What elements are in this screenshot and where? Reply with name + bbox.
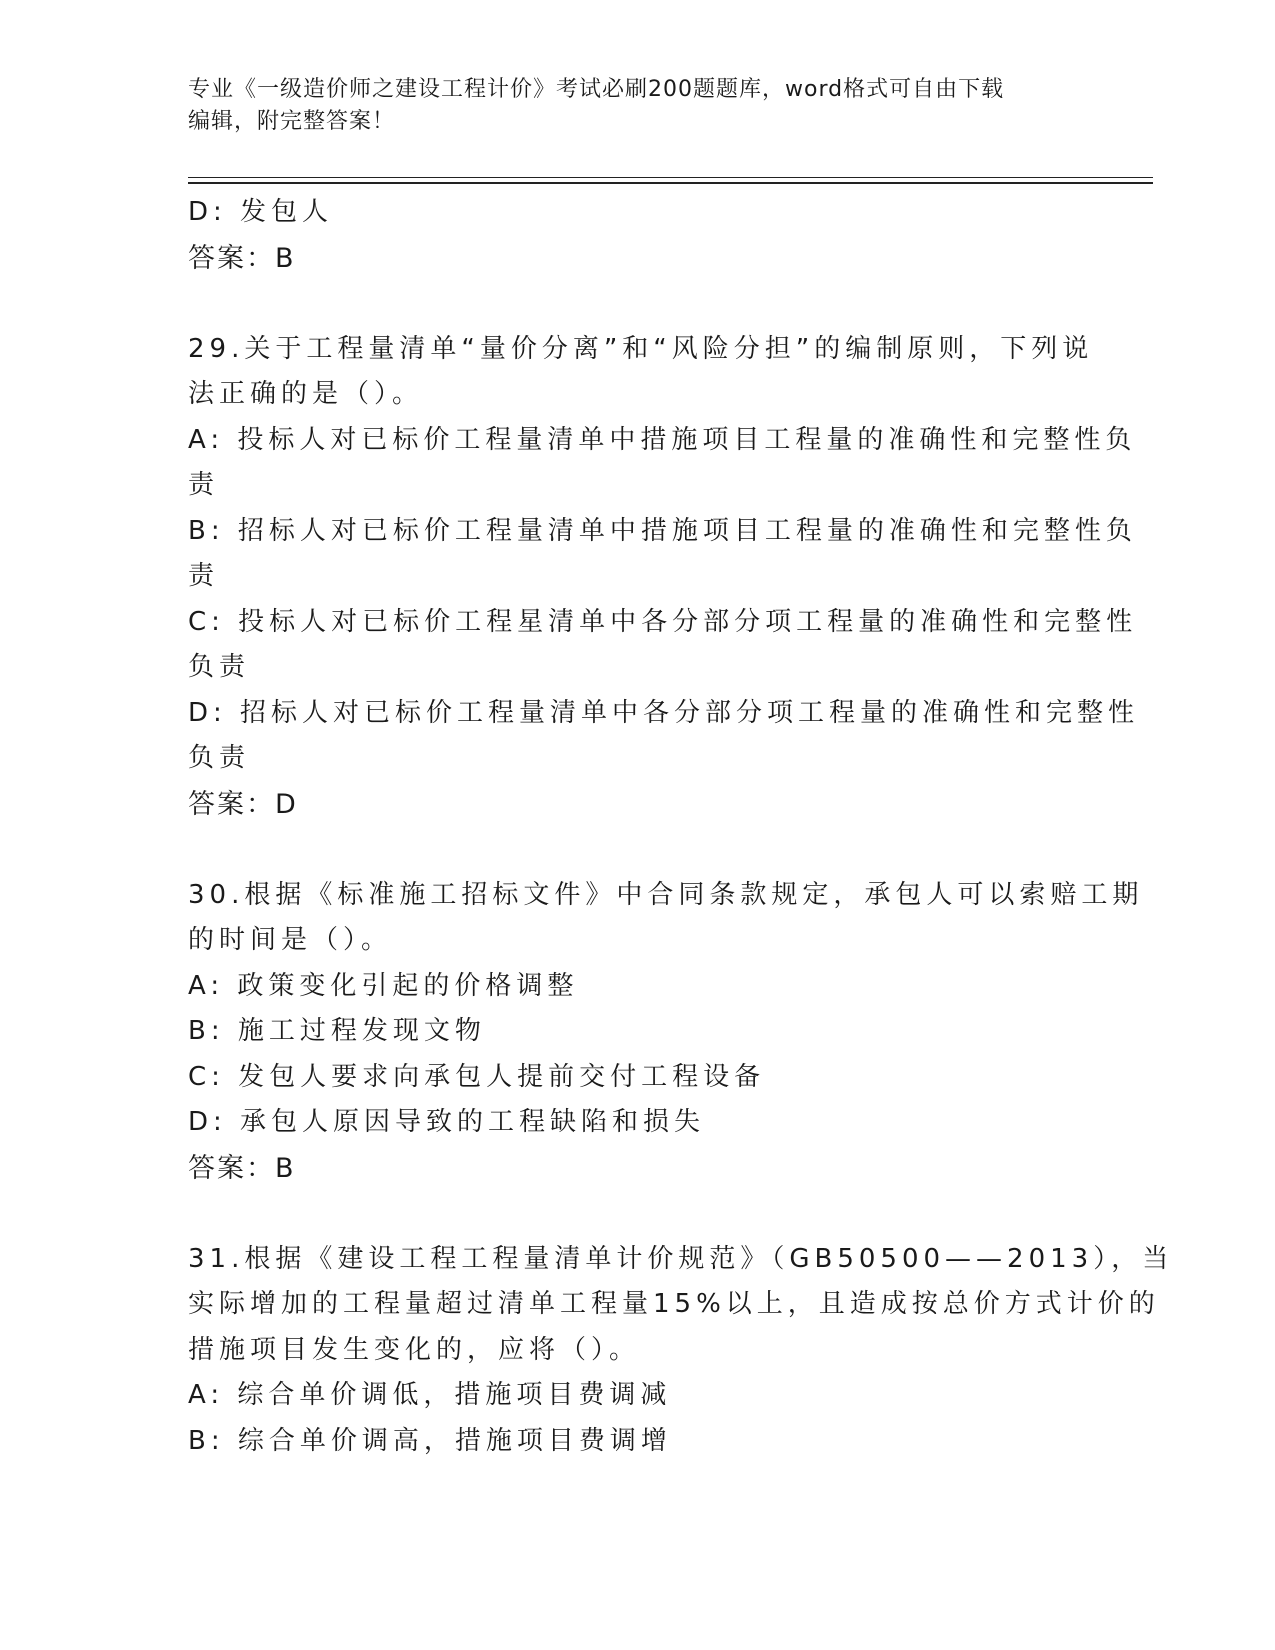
question-content xyxy=(188,190,1174,1464)
q29-option-c-line-1: C: 投标人对已标价工程星清单中各分部分项工程量的准确性和完整性 xyxy=(188,606,1138,637)
header-line-2: 编辑，附完整答案！ xyxy=(188,109,396,134)
q29-option-a-line-2: 责 xyxy=(188,470,220,500)
q29-option-d-line-2: 负责 xyxy=(188,743,251,773)
q30-stem-line-2: 的时间是（）。 xyxy=(188,925,393,955)
q31-option-b: B: 综合单价调高，措施项目费调增 xyxy=(188,1425,672,1456)
header-rule-thin xyxy=(188,177,1153,178)
q30-option-c: C: 发包人要求向承包人提前交付工程设备 xyxy=(188,1061,766,1092)
q30-option-b: B: 施工过程发现文物 xyxy=(188,1016,486,1046)
q29-stem-line-2: 法正确的是（）。 xyxy=(188,379,424,409)
header-line-1: 专业《一级造价师之建设工程计价》考试必刷200题题库，word格式可自由下载 xyxy=(188,77,1005,102)
prev-option-d: D: 发包人 xyxy=(188,197,334,227)
q29-option-c-line-2: 负责 xyxy=(188,652,251,682)
q31-stem-line-3: 措施项目发生变化的，应将（）。 xyxy=(188,1334,641,1365)
q31-option-a: A: 综合单价调低，措施项目费调减 xyxy=(188,1380,672,1410)
spacer xyxy=(188,281,1078,327)
q31-stem-line-1: 31.根据《建设工程工程量清单计价规范》（GB50500——2013），当 xyxy=(188,1243,1174,1274)
q30-option-a: A: 政策变化引起的价格调整 xyxy=(188,970,579,1001)
page-header xyxy=(188,74,1068,138)
q29-option-d-line-1: D: 招标人对已标价工程量清单中各分部分项工程量的准确性和完整性 xyxy=(188,697,1140,728)
q29-stem-line-1: 29.关于工程量清单“量价分离”和“风险分担”的编制原则，下列说 xyxy=(188,333,1094,364)
spacer xyxy=(188,827,1078,873)
q31-stem-line-2: 实际增加的工程量超过清单工程量15%以上，且造成按总价方式计价的 xyxy=(188,1289,1160,1319)
q30-stem-line-1: 30.根据《标准施工招标文件》中合同条款规定，承包人可以索赔工期 xyxy=(188,879,1144,910)
question-30 xyxy=(188,873,1144,1192)
header-rule-thick xyxy=(188,182,1153,184)
q29-option-a-line-1: A: 投标人对已标价工程量清单中措施项目工程量的准确性和完整性负 xyxy=(188,424,1137,455)
spacer xyxy=(188,1191,1078,1237)
q29-option-b-line-2: 责 xyxy=(188,561,220,591)
prev-answer: 答案：B xyxy=(188,242,296,274)
question-31 xyxy=(188,1237,1174,1465)
q29-answer: 答案：D xyxy=(188,788,298,820)
q30-answer: 答案：B xyxy=(188,1152,296,1184)
question-29 xyxy=(188,327,1140,828)
q30-option-d: D: 承包人原因导致的工程缺陷和损失 xyxy=(188,1107,706,1137)
q29-option-b-line-1: B: 招标人对已标价工程量清单中措施项目工程量的准确性和完整性负 xyxy=(188,515,1137,546)
